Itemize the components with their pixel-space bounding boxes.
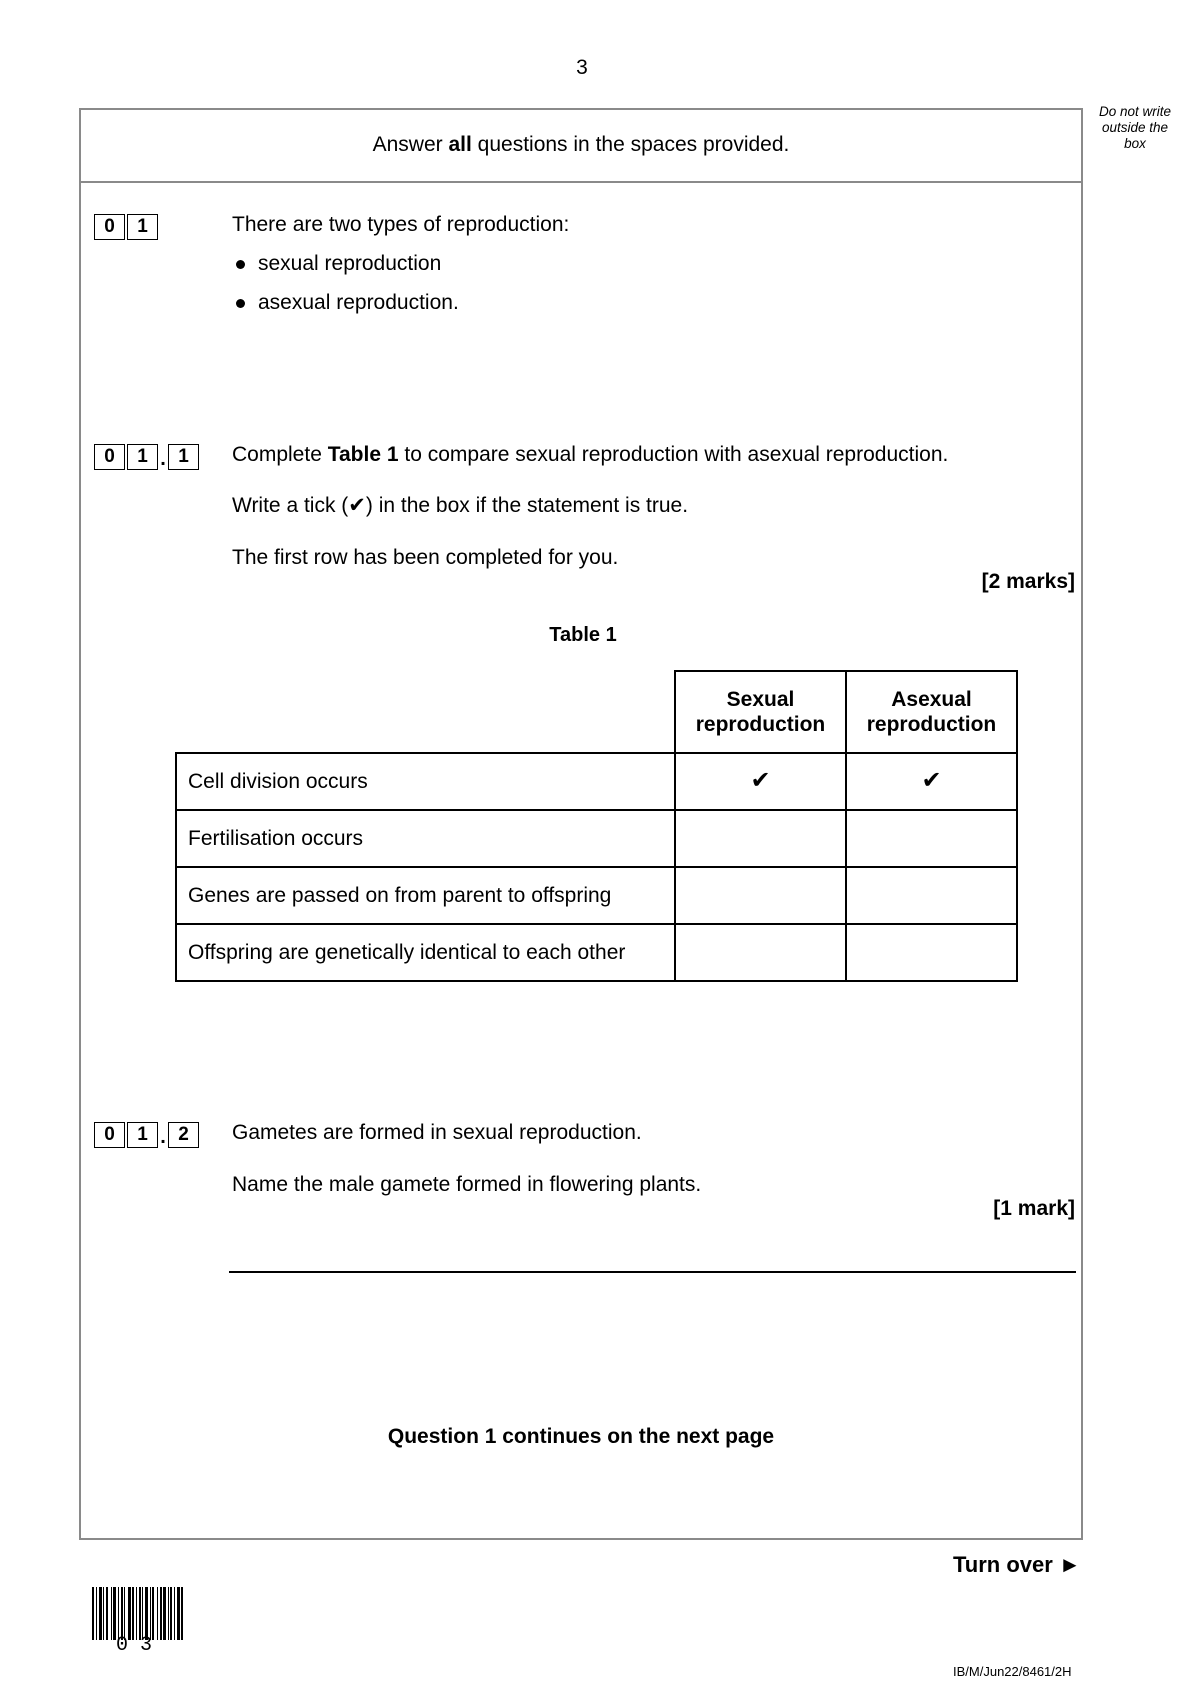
table-row — [176, 753, 1017, 810]
row-label: Genes are passed on from parent to offspring — [176, 867, 675, 924]
q012-line2: Name the male gamete formed in flowering plants. — [232, 1173, 702, 1196]
tick-box-sexual[interactable] — [675, 810, 846, 867]
tick-box-sexual[interactable] — [675, 924, 846, 981]
tick-box-asexual[interactable] — [846, 924, 1017, 981]
q012-line1: Gametes are formed in sexual reproduction. — [232, 1121, 642, 1144]
answer-line[interactable] — [229, 1271, 1076, 1273]
bullet-item — [232, 251, 441, 277]
margin-note-line: box — [1124, 136, 1146, 151]
bullet-text: asexual reproduction. — [258, 291, 459, 314]
comparison-table — [175, 670, 1018, 982]
q011-line1-before: Complete — [232, 443, 328, 466]
table-corner-empty — [176, 671, 675, 753]
q011-marks: [2 marks] — [981, 570, 1075, 593]
question-number-01 — [94, 214, 158, 240]
bullet-icon — [236, 260, 245, 269]
instruction-after: questions in the spaces provided. — [471, 133, 790, 156]
margin-note-line: outside the — [1101, 120, 1169, 135]
table-caption: Table 1 — [549, 624, 617, 646]
header-line: Asexual — [891, 688, 972, 711]
bullet-icon — [236, 299, 245, 308]
margin-note-line: Do not write — [1098, 104, 1172, 119]
table-header-asexual — [846, 671, 1017, 753]
frame-divider — [79, 181, 1083, 183]
margin-note — [1090, 104, 1180, 152]
header-line: reproduction — [695, 713, 826, 736]
question-digit-box: 1 — [127, 214, 158, 240]
instruction-text — [81, 133, 1081, 157]
q011-line1-bold: Table 1 — [327, 443, 399, 466]
instruction-before: Answer — [372, 133, 449, 156]
q012-marks: [1 mark] — [993, 1197, 1075, 1220]
question-number-01-2 — [94, 1122, 199, 1152]
row-label: Fertilisation occurs — [176, 810, 675, 867]
question-number-dot: . — [160, 1126, 166, 1148]
q011-line3: The first row has been completed for you. — [232, 546, 619, 569]
table-row — [176, 924, 1017, 981]
q011-line2: Write a tick (✔) in the box if the statement is true. — [232, 494, 689, 517]
q011-line1-after: to compare sexual reproduction with asexual reproduction. — [398, 443, 949, 466]
question-digit-box: 0 — [94, 214, 125, 240]
tick-box-asexual: ✔ — [846, 753, 1017, 810]
continues-note: Question 1 continues on the next page — [387, 1425, 775, 1448]
instruction-bold: all — [448, 133, 472, 156]
table-header-row — [176, 671, 1017, 753]
footer-reference: IB/M/Jun22/8461/2H — [953, 1664, 1072, 1679]
row-label: Offspring are genetically identical to each other — [176, 924, 675, 981]
row-label: Cell division occurs — [176, 753, 675, 810]
tick-box-sexual: ✔ — [675, 753, 846, 810]
question-digit-box: 1 — [168, 444, 199, 470]
question-digit-box: 0 — [94, 444, 125, 470]
table-row — [176, 810, 1017, 867]
table-header-sexual — [675, 671, 846, 753]
tick-box-sexual[interactable] — [675, 867, 846, 924]
question-digit-box: 1 — [127, 1122, 158, 1148]
question-number-dot: . — [160, 448, 166, 470]
tick-box-asexual[interactable] — [846, 810, 1017, 867]
bullet-text: sexual reproduction — [258, 252, 442, 275]
barcode-icon — [92, 1587, 200, 1640]
question-digit-box: 1 — [127, 444, 158, 470]
header-line: reproduction — [866, 713, 997, 736]
question-digit-box: 2 — [168, 1122, 199, 1148]
question-digit-box: 0 — [94, 1122, 125, 1148]
q011-line1 — [232, 442, 948, 468]
bullet-item — [232, 290, 459, 316]
question-number-01-1 — [94, 444, 199, 474]
turn-over-label: Turn over ► — [953, 1552, 1081, 1577]
q01-intro: There are two types of reproduction: — [232, 213, 570, 236]
table-row — [176, 867, 1017, 924]
tick-box-asexual[interactable] — [846, 867, 1017, 924]
header-line: Sexual — [726, 688, 795, 711]
barcode-digits: 03 — [116, 1634, 165, 1657]
page-number: 3 — [576, 56, 588, 79]
